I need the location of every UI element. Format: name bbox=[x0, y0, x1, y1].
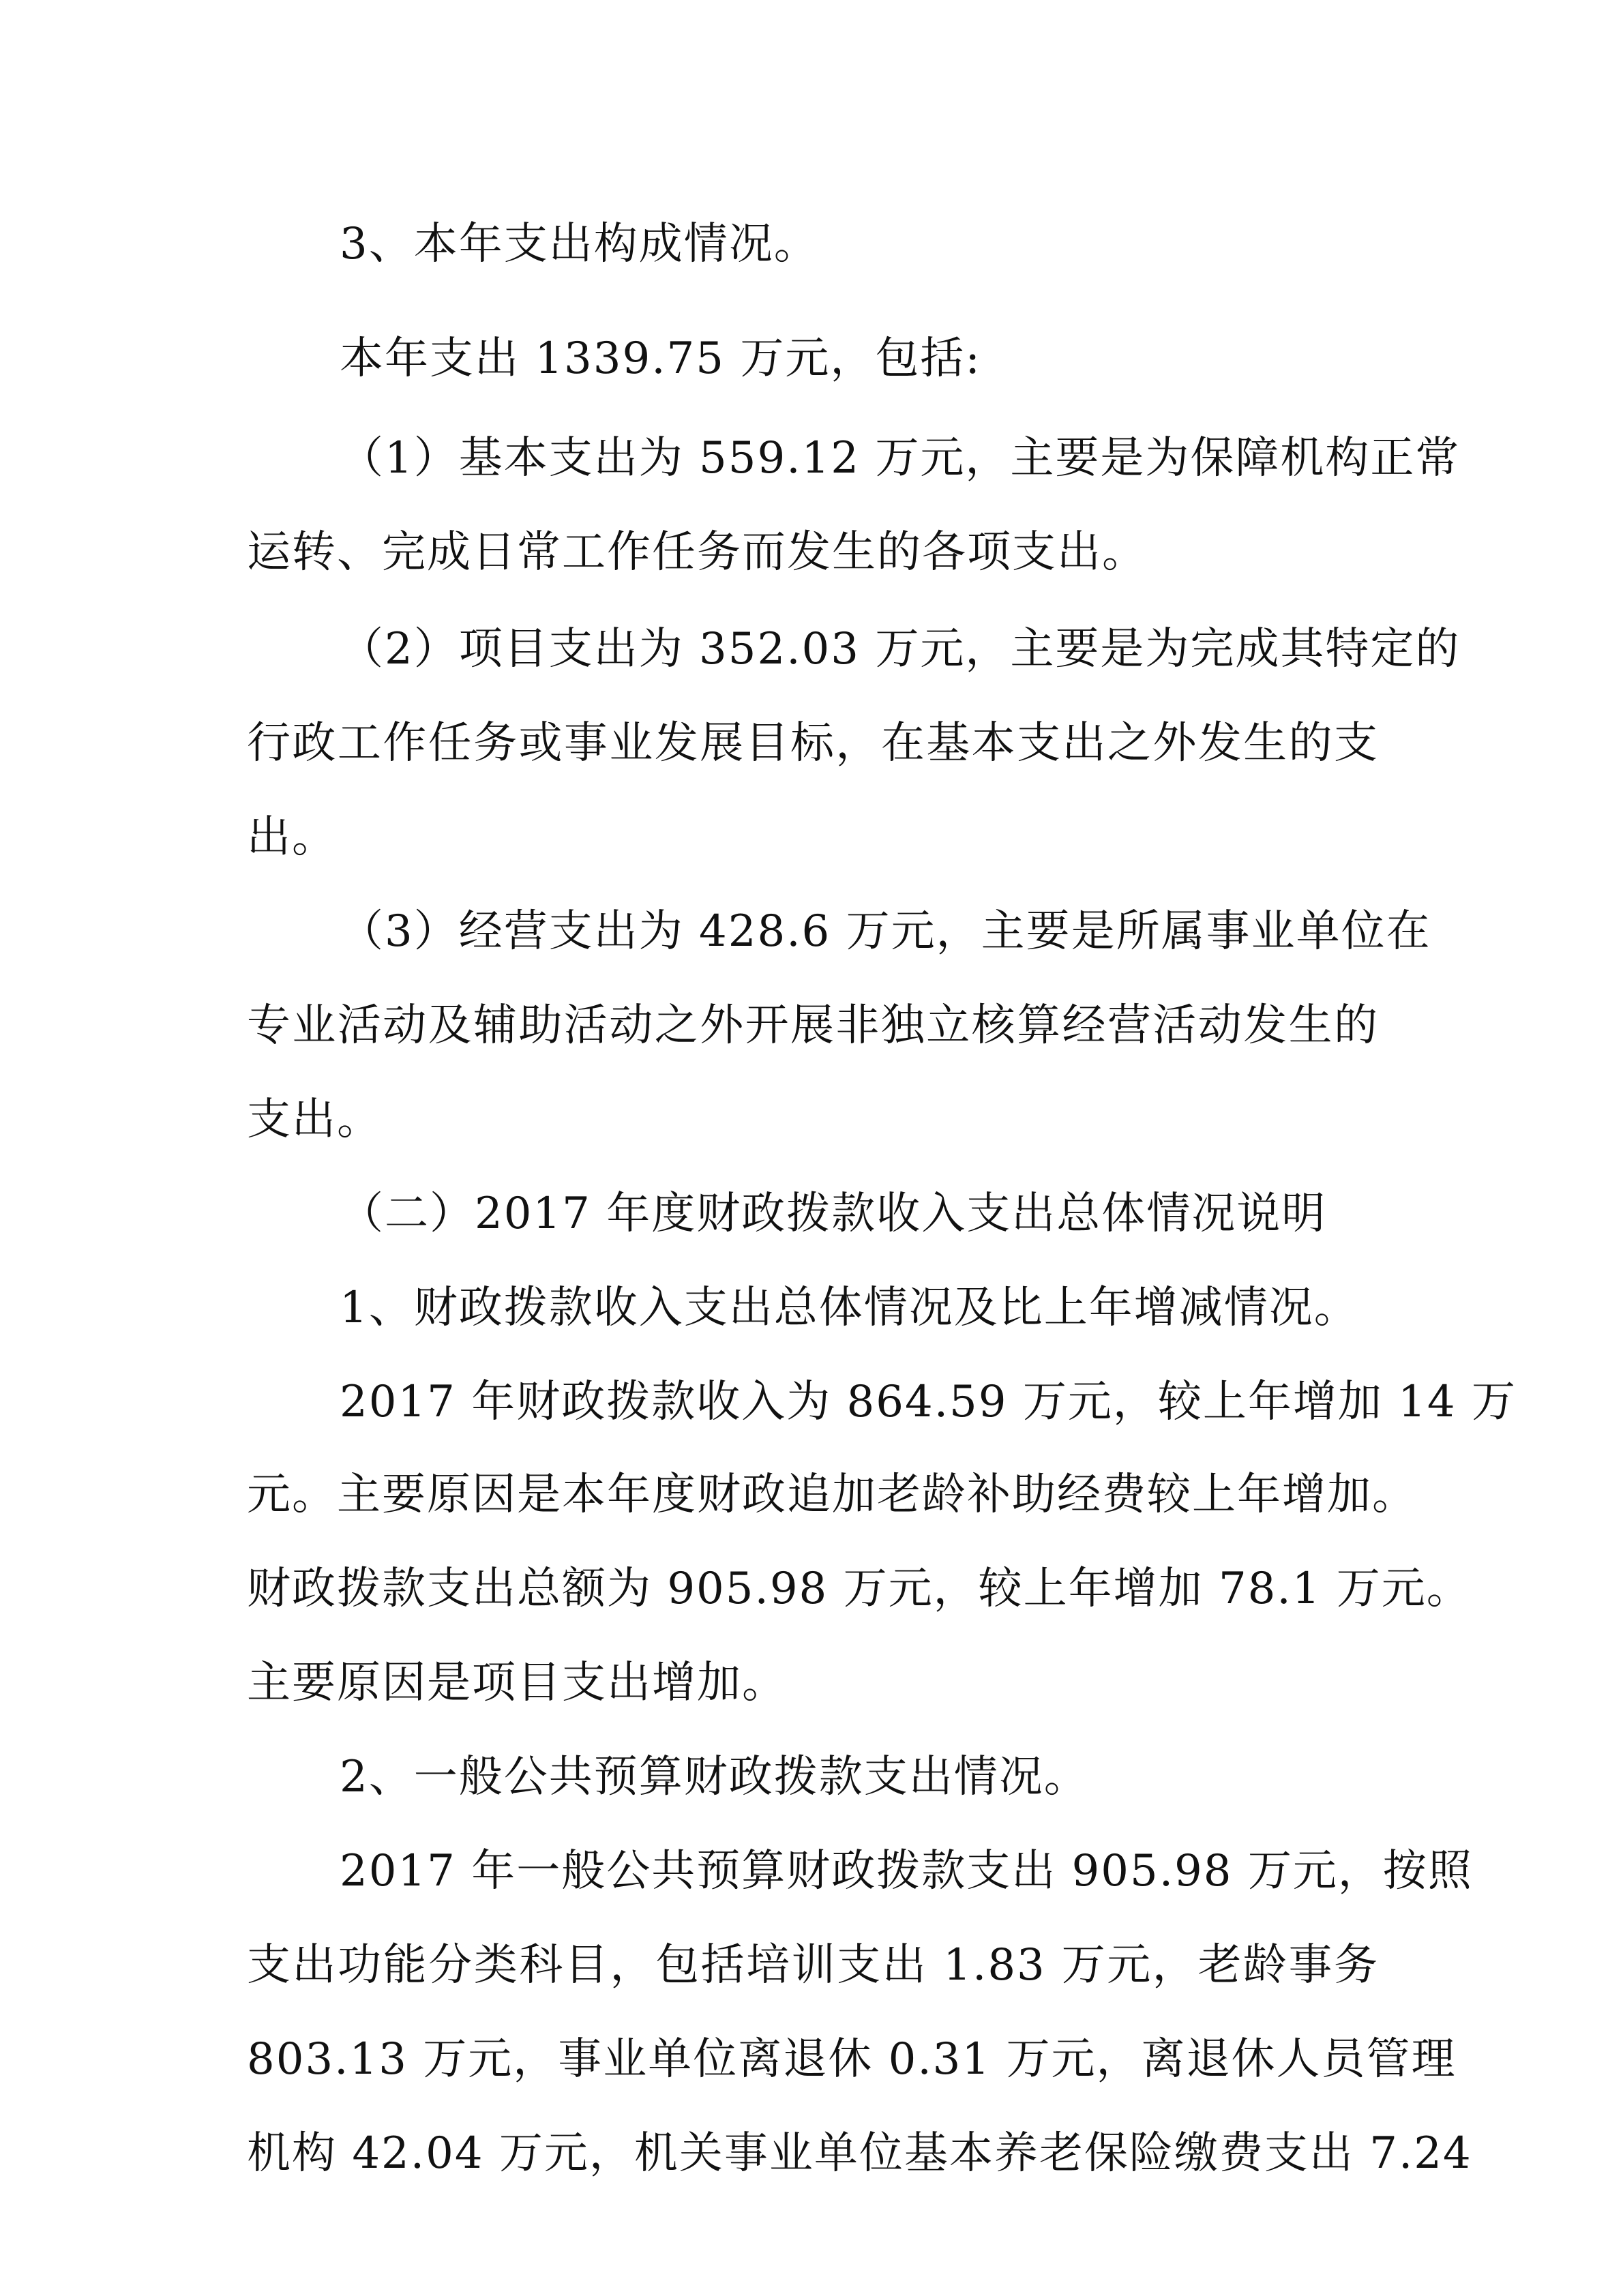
paragraph-line: 2017 年一般公共预算财政拨款支出 905.98 万元，按照 bbox=[340, 1846, 1473, 1896]
paragraph-line: （1）基本支出为 559.12 万元，主要是为保障机构正常 bbox=[340, 433, 1461, 483]
paragraph-line: （3）经营支出为 428.6 万元，主要是所属事业单位在 bbox=[340, 906, 1431, 957]
paragraph-line: 本年支出 1339.75 万元，包括: bbox=[340, 333, 981, 384]
subsection-heading: 2、一般公共预算财政拨款支出情况。 bbox=[340, 1752, 1089, 1802]
paragraph-line: （2）项目支出为 352.03 万元，主要是为完成其特定的 bbox=[340, 624, 1461, 674]
paragraph-line: 行政工作任务或事业发展目标，在基本支出之外发生的支 bbox=[247, 718, 1379, 769]
paragraph-line: 803.13 万元，事业单位离退休 0.31 万元，离退休人员管理 bbox=[247, 2034, 1457, 2085]
paragraph-line: 出。 bbox=[247, 812, 337, 863]
paragraph-line: 机构 42.04 万元，机关事业单位基本养老保险缴费支出 7.24 bbox=[247, 2128, 1472, 2179]
paragraph-line: 主要原因是项目支出增加。 bbox=[247, 1658, 787, 1708]
paragraph-line: 2017 年财政拨款收入为 864.59 万元，较上年增加 14 万 bbox=[340, 1377, 1517, 1427]
subsection-heading: 1、财政拨款收入支出总体情况及比上年增减情况。 bbox=[340, 1283, 1359, 1333]
paragraph-line: 运转、完成日常工作任务而发生的各项支出。 bbox=[247, 527, 1147, 578]
paragraph-line: 支出功能分类科目，包括培训支出 1.83 万元，老龄事务 bbox=[247, 1940, 1379, 1991]
paragraph-line: 支出。 bbox=[247, 1094, 382, 1145]
paragraph-line: 元。主要原因是本年度财政追加老龄补助经费较上年增加。 bbox=[247, 1470, 1417, 1520]
paragraph-line: 财政拨款支出总额为 905.98 万元，较上年增加 78.1 万元。 bbox=[247, 1564, 1472, 1614]
section-heading-expenditure-composition: 3、本年支出构成情况。 bbox=[340, 219, 819, 269]
paragraph-line: 专业活动及辅助活动之外开展非独立核算经营活动发生的 bbox=[247, 1000, 1379, 1051]
section-heading-fiscal-appropriation: （二）2017 年度财政拨款收入支出总体情况说明 bbox=[340, 1189, 1327, 1239]
